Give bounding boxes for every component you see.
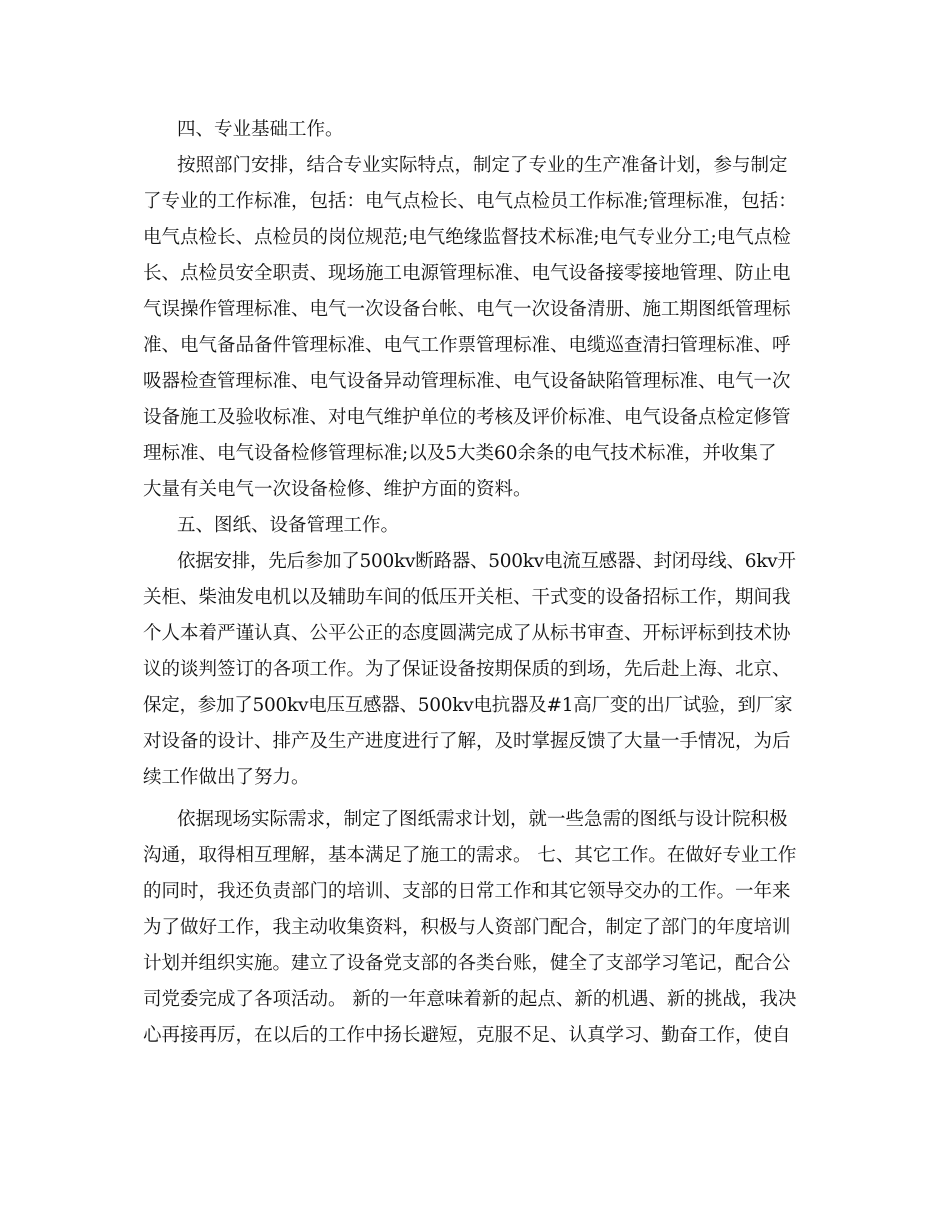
paragraph-line: 依据安排，先后参加了500kv断路器、500kv电流互感器、封闭母线、6kv开 (177, 551, 796, 572)
paragraph-line: 按照部门安排，结合专业实际特点，制定了专业的生产准备计划，参与制定 (177, 155, 788, 176)
paragraph-line: 的同时，我还负责部门的培训、支部的日常工作和其它领导交办的工作。一年来 (143, 881, 791, 902)
paragraph-line: 沟通，取得相互理解，基本满足了施工的需求。 七、其它工作。在做好专业工作 (143, 845, 797, 866)
paragraph-line: 关柜、柴油发电机以及辅助车间的低压开关柜、干式变的设备招标工作，期间我 (143, 587, 791, 608)
paragraph-line: 司党委完成了各项活动。 新的一年意味着新的起点、新的机遇、新的挑战，我决 (143, 989, 797, 1010)
paragraph-line: 设备施工及验收标准、对电气维护单位的考核及评价标准、电气设备点检定修管 (143, 407, 791, 428)
paragraph-line: 议的谈判签订的各项工作。为了保证设备按期保质的到场，先后赴上海、北京、 (143, 659, 791, 680)
paragraph-line: 准、电气备品备件管理标准、电气工作票管理标准、电缆巡查清扫管理标准、呼 (143, 335, 791, 356)
section-heading-4: 四、专业基础工作。 (177, 119, 344, 140)
paragraph-line: 保定，参加了500kv电压互感器、500kv电抗器及#1高厂变的出厂试验，到厂家 (143, 695, 793, 716)
paragraph-line: 长、点检员安全职责、现场施工电源管理标准、电气设备接零接地管理、防止电 (143, 263, 791, 284)
paragraph-line: 了专业的工作标准，包括：电气点检长、电气点检员工作标准;管理标准，包括： (143, 191, 797, 212)
paragraph-line: 续工作做出了努力。 (143, 767, 310, 788)
paragraph-line: 电气点检长、点检员的岗位规范;电气绝缘监督技术标准;电气专业分工;电气点检 (143, 227, 791, 248)
paragraph-line: 个人本着严谨认真、公平公正的态度圆满完成了从标书审查、开标评标到技术协 (143, 623, 791, 644)
paragraph-line: 计划并组织实施。建立了设备党支部的各类台账，健全了支部学习笔记，配合公 (143, 953, 791, 974)
paragraph-line: 大量有关电气一次设备检修、维护方面的资料。 (143, 479, 532, 500)
paragraph-line: 为了做好工作，我主动收集资料，积极与人资部门配合，制定了部门的年度培训 (143, 917, 791, 938)
paragraph-line: 吸器检查管理标准、电气设备异动管理标准、电气设备缺陷管理标准、电气一次 (143, 371, 791, 392)
paragraph-line: 心再接再厉，在以后的工作中扬长避短，克服不足、认真学习、勤奋工作，使自 (143, 1025, 791, 1046)
paragraph-line: 气误操作管理标准、电气一次设备台帐、电气一次设备清册、施工期图纸管理标 (143, 299, 791, 320)
paragraph-line: 理标准、电气设备检修管理标准;以及5大类60余条的电气技术标准，并收集了 (143, 443, 777, 464)
paragraph-line: 依据现场实际需求，制定了图纸需求计划，就一些急需的图纸与设计院积极 (177, 809, 788, 830)
section-heading-5: 五、图纸、设备管理工作。 (177, 515, 400, 536)
paragraph-line: 对设备的设计、排产及生产进度进行了解，及时掌握反馈了大量一手情况，为后 (143, 731, 791, 752)
